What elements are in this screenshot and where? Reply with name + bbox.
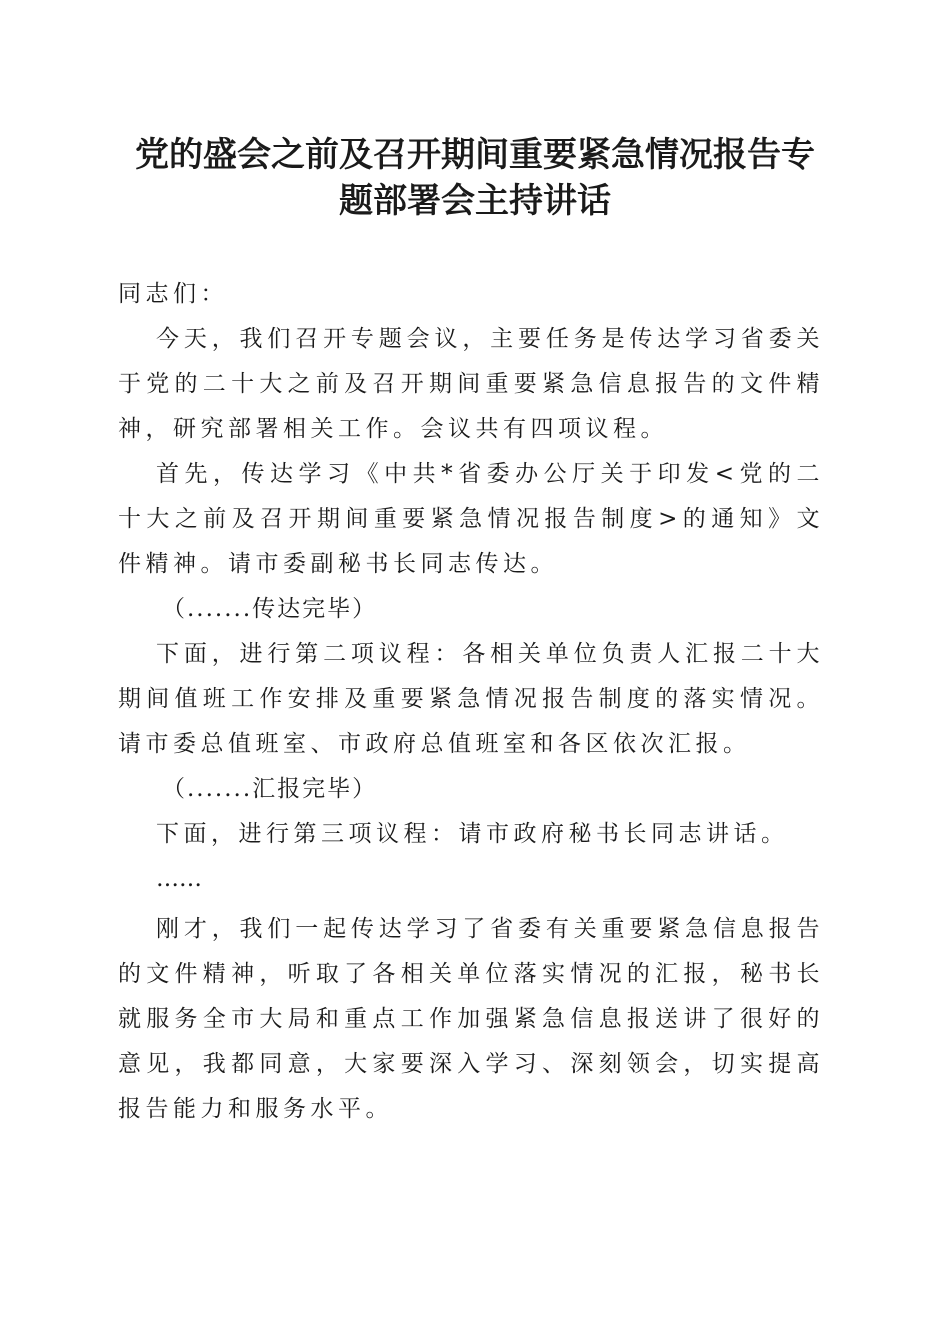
- paragraph-agenda-one: 首先，传达学习《中共*省委办公厅关于印发<党的二十大之前及召开期间重要紧急情况报告制度>的通知》文件精神。请市委副秘书长同志传达。: [118, 461, 824, 577]
- paragraph-summary: 刚才，我们一起传达学习了省委有关重要紧急信息报告的文件精神，听取了各相关单位落实情况的汇报，秘书长就服务全市大局和重点工作加强紧急信息报送讲了很好的意见，我都同意，大家要深入学习、深刻领会，切实提高报告能力和服务水平。: [118, 916, 824, 1122]
- paragraph-agenda-two: 下面，进行第二项议程：各相关单位负责人汇报二十大期间值班工作安排及重要紧急情况报告制度的落实情况。请市委总值班室、市政府总值班室和各区依次汇报。: [118, 641, 824, 757]
- title-line-2: 题部署会主持讲话: [339, 181, 611, 221]
- document-body: [118, 272, 824, 1132]
- note-relay-complete: （.......传达完毕）: [162, 596, 378, 622]
- document-title: [110, 132, 840, 224]
- salutation: 同志们：: [118, 281, 228, 307]
- note-report-complete: （.......汇报完毕）: [162, 776, 378, 802]
- paragraph-agenda-three: 下面，进行第三项议程：请市政府秘书长同志讲话。: [156, 821, 789, 847]
- paragraph-opening: 今天，我们召开专题会议，主要任务是传达学习省委关于党的二十大之前及召开期间重要紧急信息报告的文件精神，研究部署相关工作。会议共有四项议程。: [118, 326, 824, 442]
- ellipsis: ……: [156, 866, 202, 892]
- title-line-1: 党的盛会之前及召开期间重要紧急情况报告专: [135, 135, 815, 175]
